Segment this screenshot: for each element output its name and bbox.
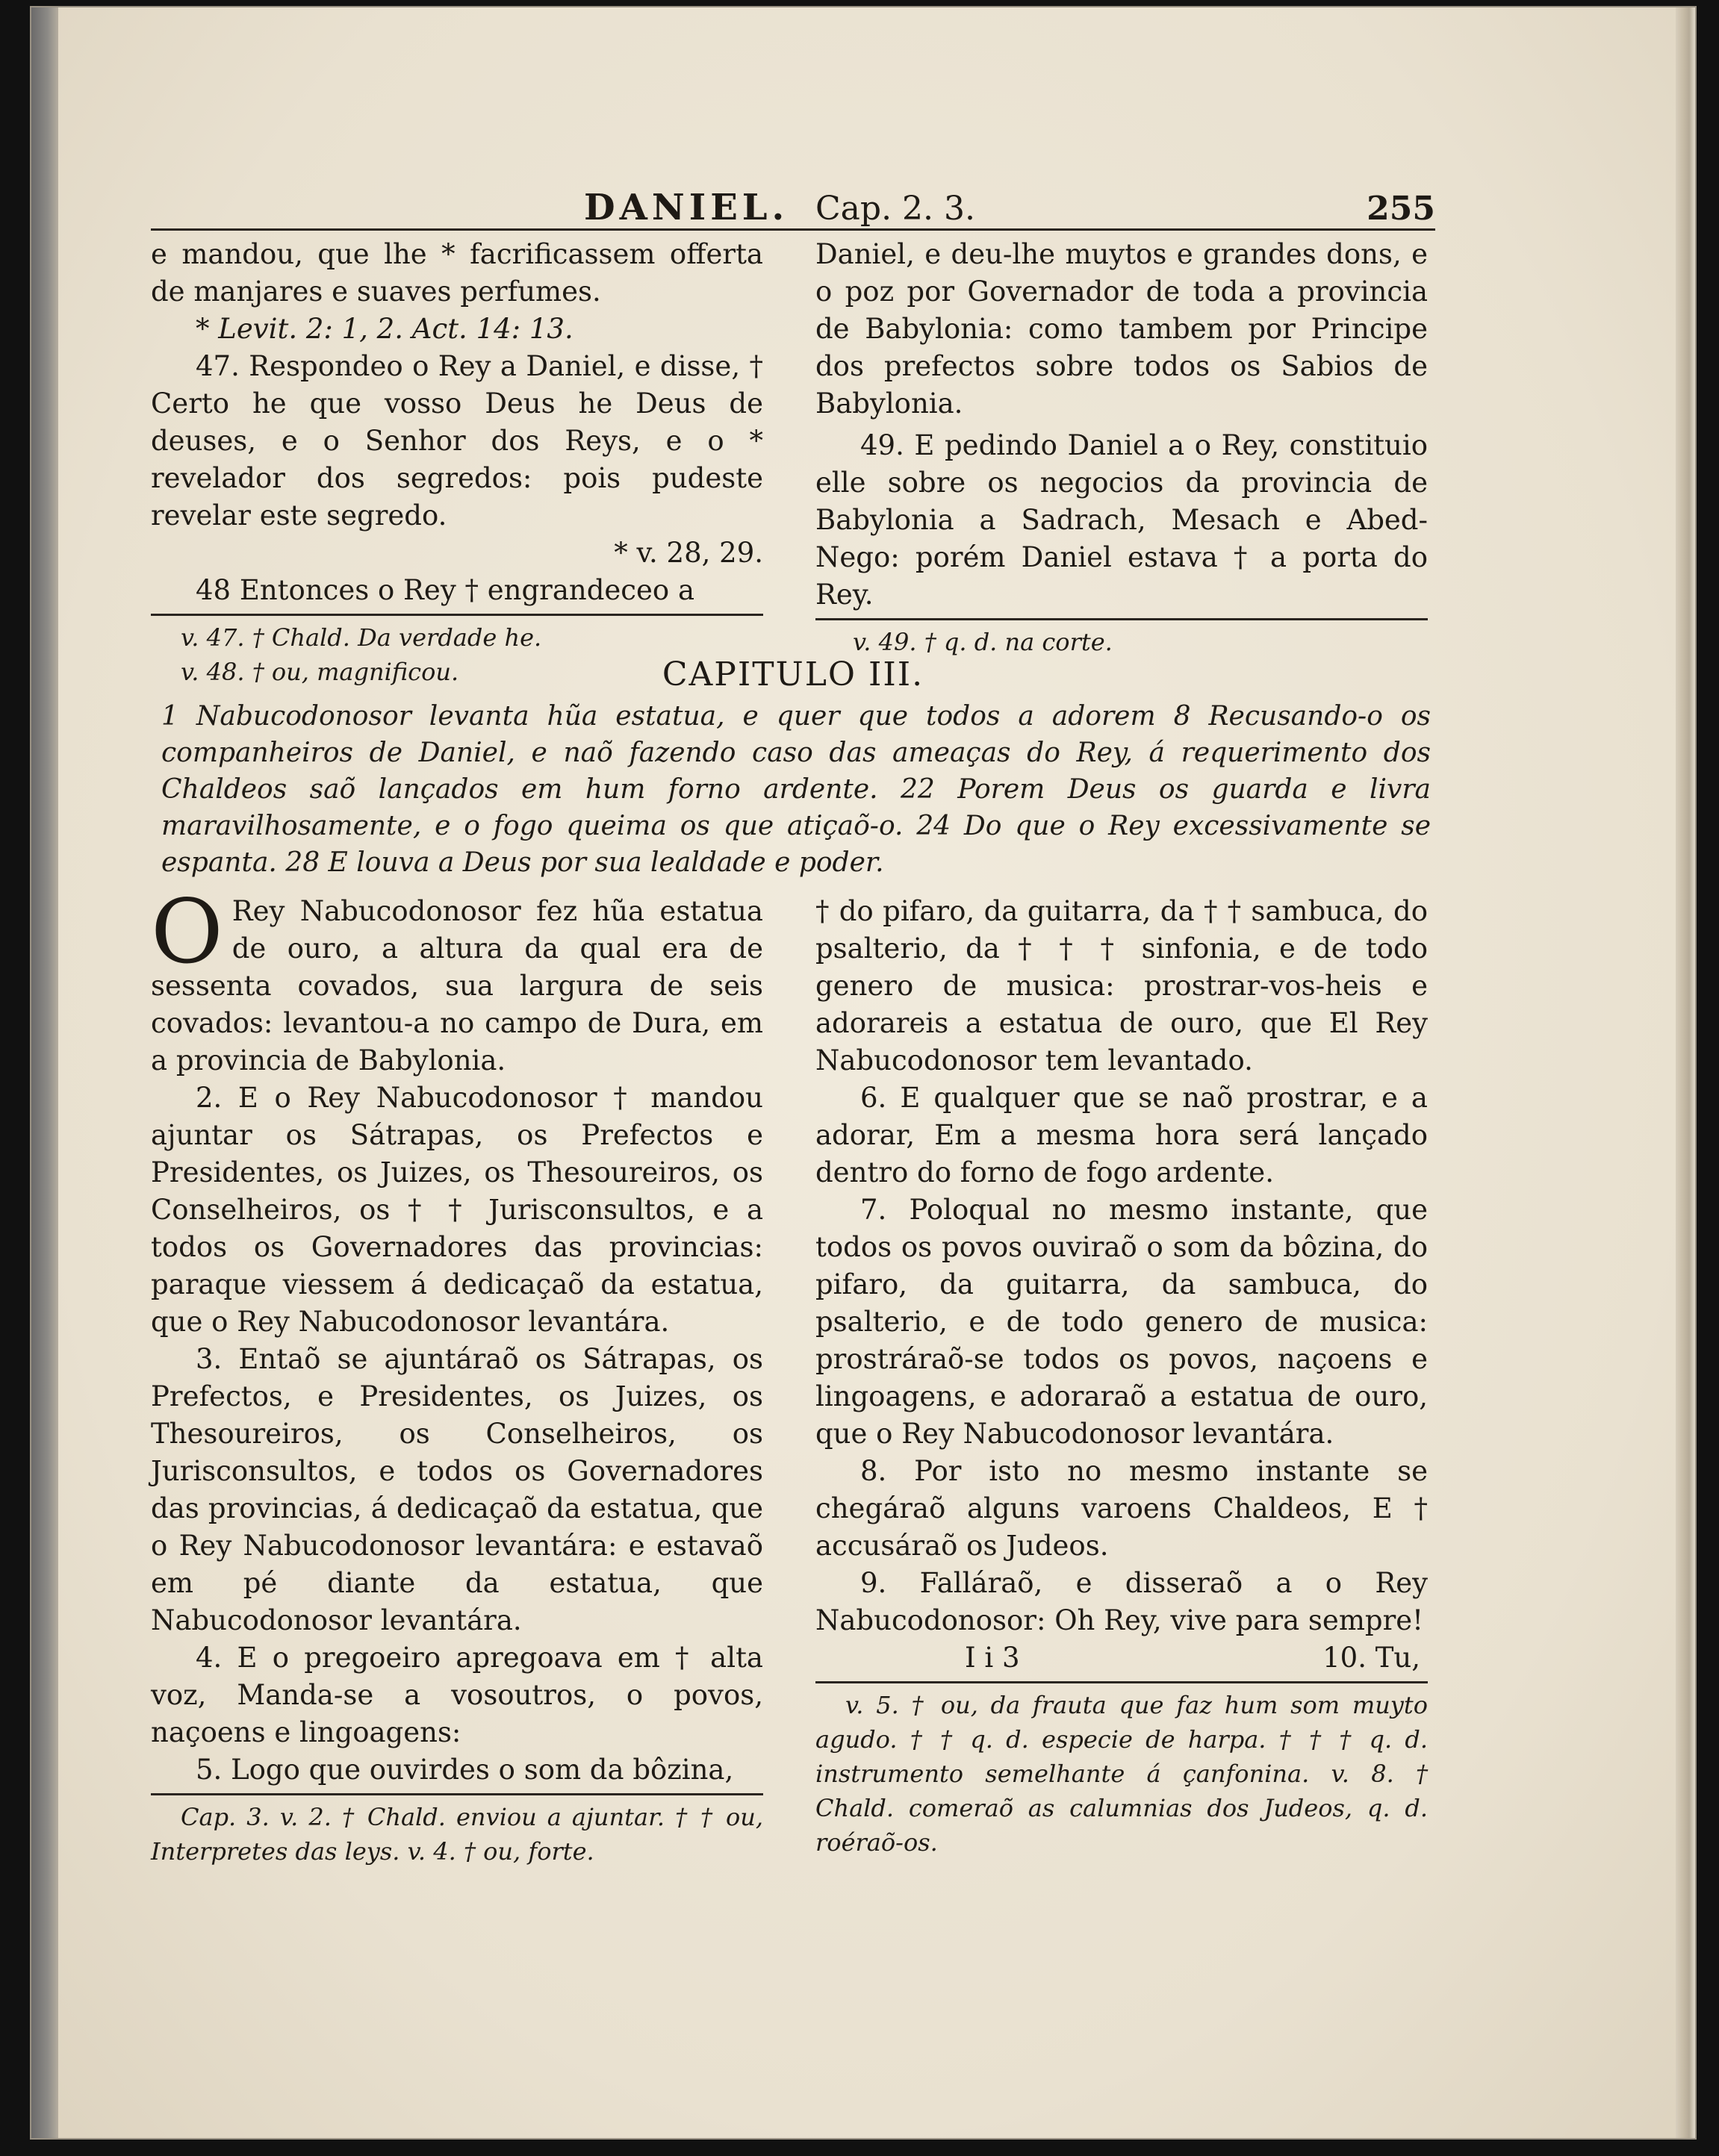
verse-2: 2. E o Rey Nabucodonosor † mandou ajuntar os Sátrapas, os Prefectos e Presidentes, os Juizes, os Thesoureiros, os Conselheiros, os † † Jurisconsultos, e a todos os Governadores das provincias: paraque viessem á dedicaçaõ da estatua, que o Rey Nabucodonosor levantára.	[151, 1082, 763, 1338]
verse-9: 9. Falláraõ, e disseraõ a o Rey Nabucodonosor: Oh Rey, vive para sempre!	[815, 1567, 1428, 1636]
footnote-rule-bottom-left	[151, 1793, 763, 1795]
left-column-top	[151, 236, 763, 689]
chapter-summary: 1 Nabucodonosor levanta hũa estatua, e quer que todos a adorem 8 Recusando-o os companheiros de Daniel, e naõ fazendo caso das ameaças do Rey, á requerimento dos Chaldeos saõ lançados em hum forno ardente. 22 Porem Deus os guarda e livra maravilhosamente, e o fogo queima os que atiçaõ-o. 24 Do que o Rey excessivamente se espanta. 28 E louva a Deus por sua lealdade e poder.	[161, 701, 1431, 878]
footnote-chapter-3-right: v. 5. † ou, da frauta que faz hum som muyto agudo. † † q. d. especie de harpa. † † † q. d. instrumento semelhante á çanfonina. v. 8. † Chald. comeraõ as calumnias dos Judeos, q. d. roéraõ-os.	[815, 1691, 1428, 1857]
catchword: 10. Tu,	[1322, 1642, 1420, 1674]
verse-5-cont: † do pifaro, da guitarra, da † † sambuca, do psalterio, da † † † sinfonia, e de todo genero de musica: prostrar-vos-heis e adorareis a estatua de ouro, que El Rey Nabucodonosor tem levantado.	[815, 895, 1428, 1077]
right-column-bottom	[815, 893, 1428, 1860]
verse-5: 5. Logo que ouvirdes o som da bôzina,	[196, 1754, 734, 1786]
verse-49: 49. E pedindo Daniel a o Rey, constituio elle sobre os negocios da provincia de Babylonia a Sadrach, Mesach e Abed-Nego: porém Daniel estava † a porta do Rey.	[815, 429, 1428, 611]
cross-reference: * Levit. 2: 1, 2. Act. 14: 13.	[196, 313, 573, 345]
verse-46-end: e mandou, que lhe * facrificassem offerta de manjares e suaves perfumes.	[151, 238, 763, 308]
verse-6: 6. E qualquer que se naõ prostrar, e a adorar, Em a mesma hora será lançado dentro do forno de fogo ardente.	[815, 1082, 1428, 1188]
verse-47: 47. Respondeo o Rey a Daniel, e disse, † Certo he que vosso Deus he Deus de deuses, e o Senhor dos Reys, e o * revelador dos segredos: pois pudeste revelar este segredo.	[151, 350, 763, 532]
signature-line	[815, 1639, 1428, 1677]
signature-mark: I i 3	[965, 1642, 1020, 1674]
book-spine	[31, 7, 58, 2138]
right-column-top	[815, 236, 1428, 659]
header-chapter: Cap. 2. 3.	[815, 190, 975, 228]
footnote-v49: v. 49. † q. d. na corte.	[853, 628, 1113, 656]
footnote-v47: v. 47. † Chald. Da verdade he.	[181, 623, 542, 652]
header-book-title: DANIEL.	[584, 187, 789, 228]
verse-8: 8. Por isto no mesmo instante se chegáraõ alguns varoens Chaldeos, E † accusáraõ os Judeos.	[815, 1455, 1428, 1562]
verse-47-reference: * v. 28, 29.	[614, 537, 763, 569]
chapter-title: CAPITULO III.	[662, 655, 924, 694]
verse-4: 4. E o pregoeiro apregoava em † alta voz, Manda-se a vosoutros, o povos, naçoens e lingoagens:	[151, 1642, 763, 1748]
footnote-rule-right	[815, 618, 1428, 620]
footnote-chapter-3-left: Cap. 3. v. 2. † Chald. enviou a ajuntar. † † ou, Interpretes das leys. v. 4. † ou, forte.	[151, 1803, 763, 1866]
page-edges	[1676, 7, 1695, 2138]
footnote-rule-bottom-right	[815, 1681, 1428, 1683]
verse-3: 3. Entaõ se ajuntáraõ os Sátrapas, os Prefectos, e Presidentes, os Juizes, os Thesoureiros, os Conselheiros, os Jurisconsultos, e todos os Governadores das provincias, á dedicaçaõ da estatua, que o Rey Nabucodonosor levantára: e estavaõ em pé diante da estatua, que Nabucodonosor levantára.	[151, 1343, 763, 1636]
verse-1-text: Rey Nabucodonosor fez hũa estatua de ouro, a altura da qual era de sessenta covados, sua largura de seis covados: levantou-a no campo de Dura, em a provincia de Babylonia.	[151, 895, 763, 1077]
left-column-bottom	[151, 880, 763, 1869]
running-header	[151, 187, 1435, 231]
drop-cap: O	[151, 880, 223, 983]
page-number: 255	[1367, 190, 1435, 228]
verse-1	[151, 880, 763, 1079]
verse-48-cont: Daniel, e deu-lhe muytos e grandes dons, e o poz por Governador de toda a provincia de Babylonia: como tambem por Principe dos prefectos sobre todos os Sabios de Babylonia.	[815, 238, 1428, 420]
footnote-v48: v. 48. † ou, magnificou.	[181, 658, 459, 686]
verse-7: 7. Poloqual no mesmo instante, que todos os povos ouviraõ o som da bôzina, do pifaro, da guitarra, da sambuca, do psalterio, e de todo genero de musica: prostráraõ-se todos os povos, naçoens e lingoagens, e adoraraõ a estatua de ouro, que o Rey Nabucodonosor levantára.	[815, 1194, 1428, 1450]
verse-48: 48 Entonces o Rey † engrandeceo a	[196, 574, 695, 606]
footnote-rule	[151, 614, 763, 616]
